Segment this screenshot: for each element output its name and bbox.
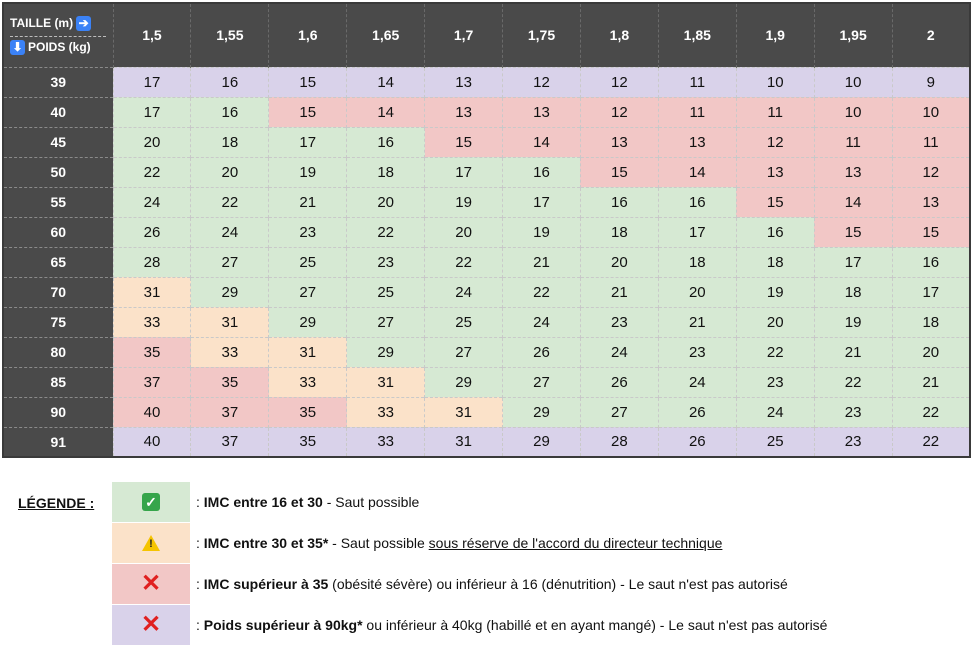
- bmi-cell: 16: [347, 127, 425, 157]
- height-axis-label: TAILLE (m): [10, 15, 74, 30]
- bmi-cell: 11: [814, 127, 892, 157]
- bmi-cell: 22: [191, 187, 269, 217]
- bmi-cell: 13: [892, 187, 970, 217]
- bmi-cell: 23: [347, 247, 425, 277]
- height-header: 1,95: [814, 3, 892, 67]
- bmi-cell: 21: [503, 247, 581, 277]
- height-header: 1,55: [191, 3, 269, 67]
- weight-label: 91: [3, 427, 113, 457]
- bmi-cell: 15: [814, 217, 892, 247]
- legend-rest-text: (obésité sévère) ou inférieur à 16 (dénutrition) - Le saut n'est pas autorisé: [328, 576, 788, 592]
- height-header: 1,65: [347, 3, 425, 67]
- bmi-cell: 21: [269, 187, 347, 217]
- bmi-cell: 31: [113, 277, 191, 307]
- bmi-cell: 33: [113, 307, 191, 337]
- weight-label: 55: [3, 187, 113, 217]
- cross-icon: ✕: [140, 611, 162, 638]
- legend-item-possible: [112, 482, 419, 522]
- weight-label: 70: [3, 277, 113, 307]
- bmi-cell: 31: [191, 307, 269, 337]
- bmi-cell: 20: [580, 247, 658, 277]
- bmi-cell: 17: [892, 277, 970, 307]
- height-header: 1,75: [503, 3, 581, 67]
- bmi-cell: 16: [580, 187, 658, 217]
- warning-icon: !: [142, 535, 160, 551]
- bmi-cell: 12: [580, 67, 658, 97]
- bmi-cell: 35: [269, 427, 347, 457]
- bmi-cell: 10: [892, 97, 970, 127]
- bmi-cell: 27: [269, 277, 347, 307]
- bmi-cell: 24: [191, 217, 269, 247]
- bmi-cell: 23: [814, 397, 892, 427]
- bmi-cell: 16: [892, 247, 970, 277]
- legend-text: [190, 617, 827, 633]
- bmi-cell: 40: [113, 427, 191, 457]
- bmi-cell: 31: [425, 397, 503, 427]
- bmi-cell: 9: [892, 67, 970, 97]
- bmi-cell: 20: [658, 277, 736, 307]
- bmi-cell: 13: [425, 67, 503, 97]
- bmi-cell: 15: [892, 217, 970, 247]
- bmi-cell: 17: [503, 187, 581, 217]
- table-row: [3, 217, 970, 247]
- bmi-cell: 23: [814, 427, 892, 457]
- bmi-cell: 16: [736, 217, 814, 247]
- bmi-cell: 24: [503, 307, 581, 337]
- table-row: [3, 397, 970, 427]
- legend-bold-text: Poids supérieur à 90kg*: [203, 617, 363, 633]
- bmi-cell: 25: [269, 247, 347, 277]
- table-row: [3, 97, 970, 127]
- table-row: [3, 367, 970, 397]
- bmi-cell: 26: [580, 367, 658, 397]
- bmi-cell: 33: [191, 337, 269, 367]
- bmi-cell: 19: [503, 217, 581, 247]
- cross-icon: ✕: [140, 570, 162, 597]
- bmi-cell: 29: [503, 427, 581, 457]
- legend-title: LÉGENDE :: [18, 495, 95, 511]
- bmi-cell: 17: [658, 217, 736, 247]
- table-row: [3, 127, 970, 157]
- legend-prefix: :: [196, 617, 204, 633]
- bmi-cell: 35: [191, 367, 269, 397]
- table-body: [3, 67, 970, 457]
- bmi-cell: 20: [191, 157, 269, 187]
- bmi-cell: 12: [736, 127, 814, 157]
- bmi-cell: 24: [580, 337, 658, 367]
- bmi-cell: 19: [425, 187, 503, 217]
- table-row: [3, 67, 970, 97]
- legend-prefix: :: [196, 494, 204, 510]
- bmi-cell: 31: [425, 427, 503, 457]
- bmi-cell: 15: [580, 157, 658, 187]
- bmi-cell: 23: [658, 337, 736, 367]
- arrow-down-icon: ⬇: [10, 40, 25, 55]
- table-row: [3, 187, 970, 217]
- weight-axis-label: POIDS (kg): [28, 39, 91, 54]
- bmi-cell: 14: [503, 127, 581, 157]
- bmi-cell: 17: [814, 247, 892, 277]
- legend-underlined-text: sous réserve de l'accord du directeur technique: [428, 535, 723, 551]
- legend-item-weight-forbidden: [112, 605, 827, 645]
- height-header: 2: [892, 3, 970, 67]
- legend-swatch-purple: [112, 605, 190, 645]
- bmi-cell: 20: [892, 337, 970, 367]
- bmi-cell: 10: [814, 67, 892, 97]
- bmi-cell: 26: [503, 337, 581, 367]
- header-row: [3, 3, 970, 67]
- legend-item-bmi-forbidden: [112, 564, 788, 604]
- bmi-cell: 31: [269, 337, 347, 367]
- bmi-cell: 13: [814, 157, 892, 187]
- height-header: 1,8: [580, 3, 658, 67]
- bmi-cell: 26: [113, 217, 191, 247]
- weight-label: 39: [3, 67, 113, 97]
- legend-text: [190, 494, 419, 510]
- weight-label: 65: [3, 247, 113, 277]
- bmi-cell: 24: [736, 397, 814, 427]
- bmi-cell: 24: [113, 187, 191, 217]
- bmi-cell: 11: [736, 97, 814, 127]
- bmi-cell: 21: [658, 307, 736, 337]
- bmi-cell: 33: [347, 427, 425, 457]
- bmi-cell: 20: [425, 217, 503, 247]
- bmi-cell: 19: [814, 307, 892, 337]
- bmi-cell: 18: [736, 247, 814, 277]
- bmi-cell: 15: [425, 127, 503, 157]
- check-icon: ✓: [142, 493, 160, 511]
- bmi-cell: 16: [658, 187, 736, 217]
- table-row: [3, 247, 970, 277]
- bmi-cell: 18: [892, 307, 970, 337]
- bmi-cell: 37: [191, 427, 269, 457]
- bmi-cell: 16: [191, 67, 269, 97]
- bmi-cell: 23: [269, 217, 347, 247]
- bmi-cell: 21: [580, 277, 658, 307]
- height-header: 1,9: [736, 3, 814, 67]
- bmi-cell: 20: [736, 307, 814, 337]
- bmi-cell: 18: [347, 157, 425, 187]
- bmi-cell: 26: [658, 397, 736, 427]
- table-row: [3, 307, 970, 337]
- legend-swatch-orange: [112, 523, 190, 563]
- bmi-cell: 14: [658, 157, 736, 187]
- bmi-cell: 28: [580, 427, 658, 457]
- legend-rest-text: ou inférieur à 40kg (habillé et en ayant mangé) - Le saut n'est pas autorisé: [362, 617, 828, 633]
- bmi-cell: 19: [736, 277, 814, 307]
- bmi-cell: 13: [580, 127, 658, 157]
- bmi-cell: 18: [814, 277, 892, 307]
- legend-rest-text: - Saut possible: [328, 535, 429, 551]
- bmi-cell: 22: [892, 427, 970, 457]
- legend-bold-text: IMC entre 16 et 30: [203, 494, 323, 510]
- weight-label: 75: [3, 307, 113, 337]
- bmi-cell: 27: [191, 247, 269, 277]
- bmi-cell: 31: [347, 367, 425, 397]
- legend-item-conditional: [112, 523, 722, 563]
- bmi-cell: 13: [736, 157, 814, 187]
- height-header: 1,7: [425, 3, 503, 67]
- bmi-cell: 24: [658, 367, 736, 397]
- weight-label: 90: [3, 397, 113, 427]
- bmi-cell: 12: [503, 67, 581, 97]
- height-header: 1,85: [658, 3, 736, 67]
- bmi-cell: 29: [191, 277, 269, 307]
- bmi-cell: 13: [425, 97, 503, 127]
- weight-label: 60: [3, 217, 113, 247]
- legend-rest-text: - Saut possible: [322, 494, 420, 510]
- bmi-cell: 11: [658, 97, 736, 127]
- bmi-cell: 15: [269, 67, 347, 97]
- bmi-cell: 24: [425, 277, 503, 307]
- weight-label: 45: [3, 127, 113, 157]
- bmi-cell: 13: [503, 97, 581, 127]
- legend-bold-text: IMC supérieur à 35: [203, 576, 329, 592]
- bmi-cell: 21: [814, 337, 892, 367]
- arrow-right-icon: ➔: [76, 16, 91, 31]
- bmi-cell: 16: [191, 97, 269, 127]
- height-header: 1,6: [269, 3, 347, 67]
- legend-swatch-red: [112, 564, 190, 604]
- bmi-cell: 17: [425, 157, 503, 187]
- bmi-cell: 27: [347, 307, 425, 337]
- table-row: [3, 427, 970, 457]
- bmi-table: [2, 2, 971, 458]
- bmi-cell: 17: [269, 127, 347, 157]
- legend-text: [190, 535, 722, 551]
- bmi-cell: 26: [658, 427, 736, 457]
- bmi-cell: 25: [347, 277, 425, 307]
- bmi-cell: 17: [113, 67, 191, 97]
- bmi-cell: 22: [892, 397, 970, 427]
- bmi-cell: 14: [347, 97, 425, 127]
- bmi-cell: 20: [113, 127, 191, 157]
- bmi-cell: 37: [113, 367, 191, 397]
- bmi-cell: 22: [503, 277, 581, 307]
- bmi-cell: 37: [191, 397, 269, 427]
- bmi-cell: 21: [892, 367, 970, 397]
- bmi-cell: 22: [113, 157, 191, 187]
- bmi-cell: 28: [113, 247, 191, 277]
- bmi-cell: 27: [503, 367, 581, 397]
- bmi-cell: 29: [347, 337, 425, 367]
- bmi-cell: 16: [503, 157, 581, 187]
- bmi-cell: 14: [347, 67, 425, 97]
- corner-header: [3, 3, 113, 67]
- bmi-cell: 18: [580, 217, 658, 247]
- bmi-cell: 18: [658, 247, 736, 277]
- bmi-cell: 33: [347, 397, 425, 427]
- bmi-cell: 10: [814, 97, 892, 127]
- height-header: 1,5: [113, 3, 191, 67]
- bmi-cell: 15: [269, 97, 347, 127]
- table-row: [3, 157, 970, 187]
- bmi-cell: 12: [580, 97, 658, 127]
- bmi-cell: 19: [269, 157, 347, 187]
- bmi-cell: 12: [892, 157, 970, 187]
- bmi-cell: 35: [269, 397, 347, 427]
- weight-label: 40: [3, 97, 113, 127]
- bmi-cell: 27: [580, 397, 658, 427]
- bmi-cell: 14: [814, 187, 892, 217]
- bmi-cell: 22: [814, 367, 892, 397]
- bmi-cell: 40: [113, 397, 191, 427]
- bmi-cell: 23: [736, 367, 814, 397]
- bmi-cell: 10: [736, 67, 814, 97]
- table-row: [3, 337, 970, 367]
- bmi-cell: 29: [269, 307, 347, 337]
- bmi-cell: 35: [113, 337, 191, 367]
- bmi-cell: 25: [425, 307, 503, 337]
- bmi-cell: 29: [503, 397, 581, 427]
- bmi-cell: 18: [191, 127, 269, 157]
- weight-label: 85: [3, 367, 113, 397]
- bmi-cell: 33: [269, 367, 347, 397]
- weight-label: 50: [3, 157, 113, 187]
- bmi-cell: 25: [736, 427, 814, 457]
- bmi-cell: 11: [658, 67, 736, 97]
- corner-divider: [10, 36, 106, 37]
- legend-prefix: :: [196, 535, 204, 551]
- bmi-cell: 11: [892, 127, 970, 157]
- bmi-cell: 27: [425, 337, 503, 367]
- bmi-cell: 29: [425, 367, 503, 397]
- bmi-cell: 15: [736, 187, 814, 217]
- bmi-cell: 22: [425, 247, 503, 277]
- legend-prefix: :: [196, 576, 204, 592]
- table-row: [3, 277, 970, 307]
- bmi-cell: 23: [580, 307, 658, 337]
- legend-text: [190, 576, 788, 592]
- bmi-cell: 13: [658, 127, 736, 157]
- bmi-cell: 20: [347, 187, 425, 217]
- bmi-cell: 17: [113, 97, 191, 127]
- legend-swatch-green: [112, 482, 190, 522]
- legend-bold-text: IMC entre 30 et 35*: [203, 535, 329, 551]
- weight-label: 80: [3, 337, 113, 367]
- bmi-cell: 22: [347, 217, 425, 247]
- bmi-cell: 22: [736, 337, 814, 367]
